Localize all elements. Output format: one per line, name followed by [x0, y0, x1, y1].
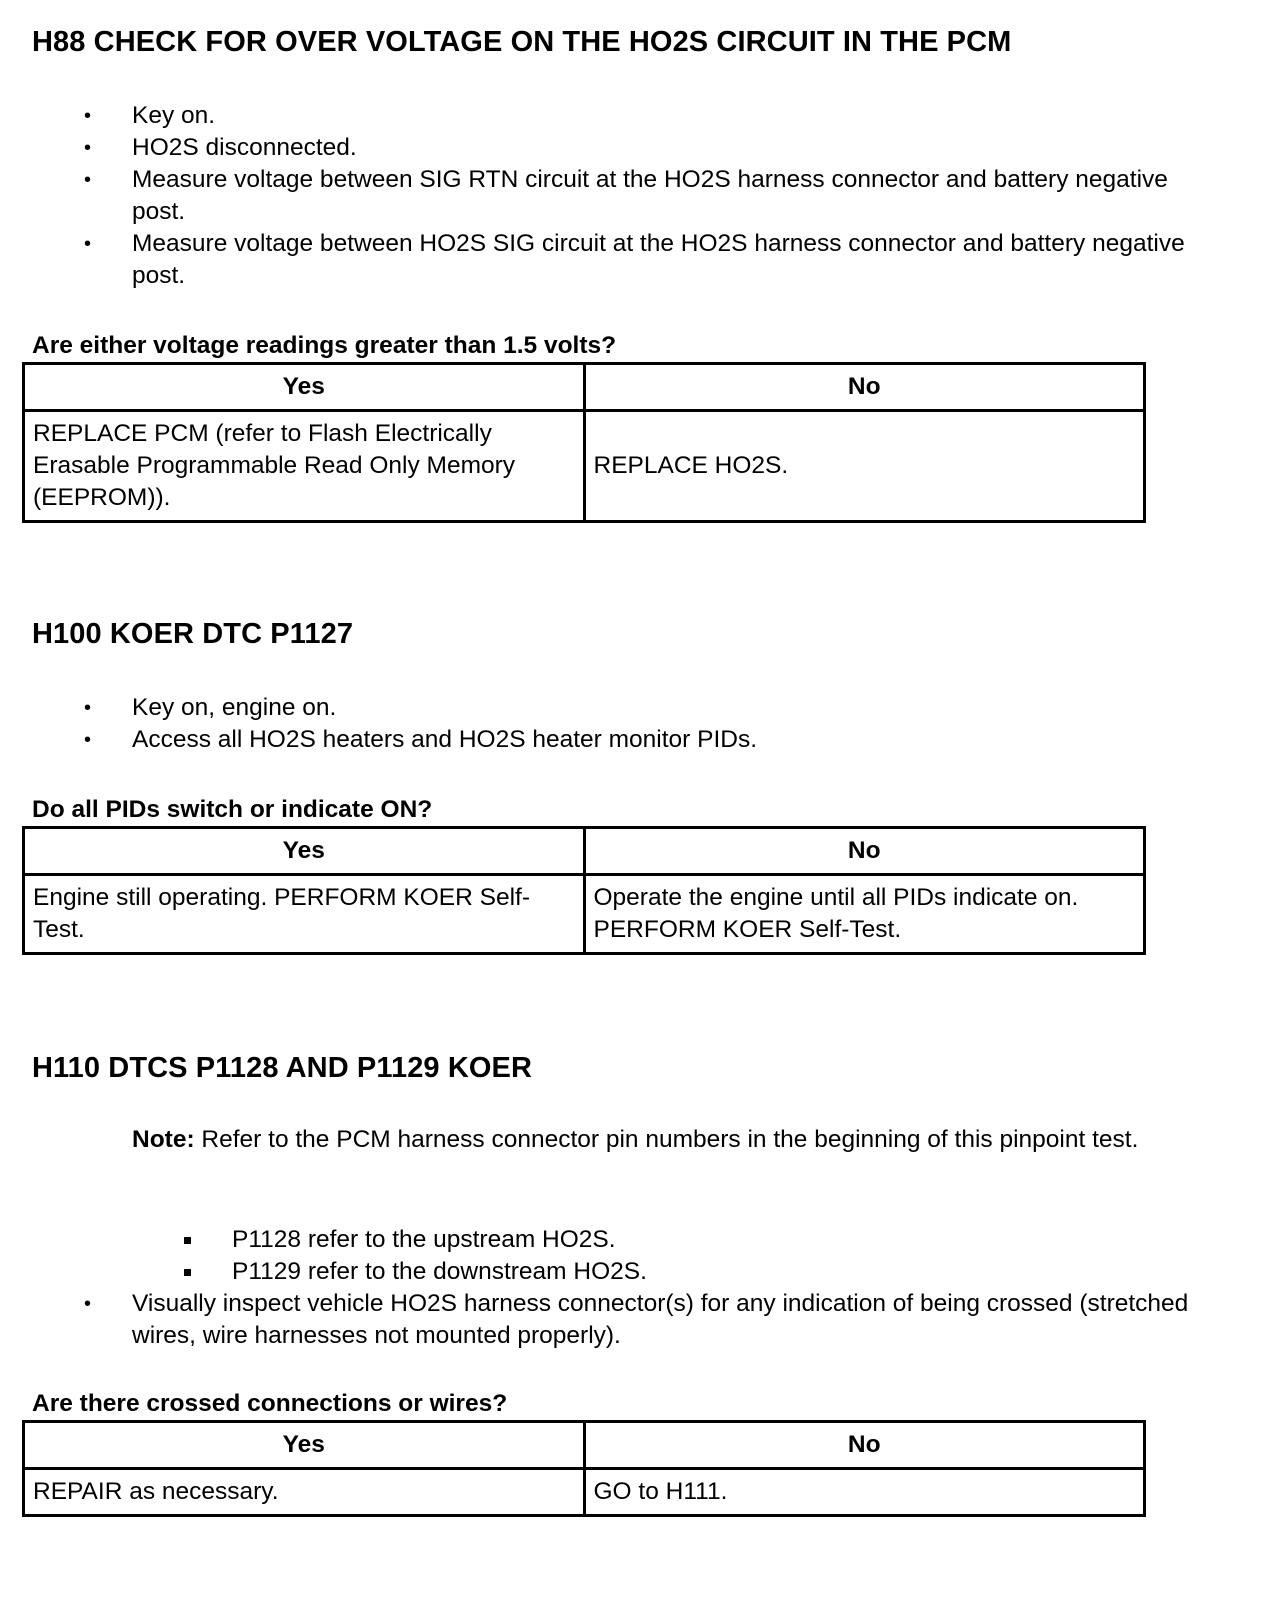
list-item: • Visually inspect vehicle HO2S harness connector(s) for any indication of being crossed (stretched wires, wire harnesses not mounted properly). — [84, 1290, 1189, 1349]
bullet-icon: • — [84, 105, 92, 127]
sub-list-container — [0, 1224, 1264, 1288]
list-item: • Measure voltage between SIG RTN circuit at the HO2S harness connector and battery negative post. — [84, 166, 1168, 225]
list-item: P1128 refer to the upstream HO2S. — [0, 1224, 1224, 1256]
bullet-icon: • — [84, 1293, 92, 1315]
list-item: • Key on, engine on. — [0, 692, 1264, 724]
bullet-icon: • — [84, 697, 92, 719]
h88-step-list — [0, 100, 1264, 292]
bullet-icon: • — [84, 729, 92, 751]
note-label: Note: — [132, 1126, 195, 1153]
no-action: GO to H111. — [584, 1469, 1145, 1516]
yes-action: REPLACE PCM (refer to Flash Electrically Erasable Programmable Read Only Memory (EEPROM)). — [24, 411, 585, 522]
no-action: REPLACE HO2S. — [584, 411, 1145, 522]
list-item: P1129 refer to the downstream HO2S. — [0, 1256, 1224, 1288]
yes-header: Yes — [24, 828, 585, 875]
h110-sub-list — [0, 1224, 1224, 1288]
yes-action: REPAIR as necessary. — [24, 1469, 585, 1516]
h100-step-list — [0, 692, 1264, 756]
h110-decision-table — [22, 1420, 1146, 1517]
h88-decision-table — [22, 362, 1146, 523]
bullet-icon: • — [84, 137, 92, 159]
list-item: • Key on. — [0, 100, 1264, 132]
h100-decision-table — [22, 826, 1146, 955]
yes-header: Yes — [24, 1422, 585, 1469]
square-bullet-icon — [184, 1269, 191, 1276]
no-header: No — [584, 828, 1145, 875]
no-action: Operate the engine until all PIDs indicate on. PERFORM KOER Self-Test. — [584, 875, 1145, 954]
list-item: • Measure voltage between HO2S SIG circuit at the HO2S harness connector and battery negative post. — [84, 230, 1185, 289]
h100-question: Do all PIDs switch or indicate ON? — [32, 796, 433, 823]
list-item: • Access all HO2S heaters and HO2S heater monitor PIDs. — [0, 724, 1264, 756]
section-title-h110: H110 DTCS P1128 AND P1129 KOER — [32, 1052, 533, 1084]
section-title-h88: H88 CHECK FOR OVER VOLTAGE ON THE HO2S CIRCUIT IN THE PCM — [32, 26, 1012, 58]
no-header: No — [584, 364, 1145, 411]
yes-header: Yes — [24, 364, 585, 411]
square-bullet-icon — [184, 1237, 191, 1244]
h88-question: Are either voltage readings greater than 1.5 volts? — [32, 332, 617, 359]
no-header: No — [584, 1422, 1145, 1469]
h110-step-list — [0, 1224, 1264, 1352]
bullet-icon: • — [84, 233, 92, 255]
bullet-icon: • — [84, 169, 92, 191]
list-item: • HO2S disconnected. — [0, 132, 1264, 164]
yes-action: Engine still operating. PERFORM KOER Self-Test. — [24, 875, 585, 954]
h110-question: Are there crossed connections or wires? — [32, 1390, 508, 1417]
note-paragraph — [132, 1124, 1232, 1156]
section-title-h100: H100 KOER DTC P1127 — [32, 618, 354, 650]
note-text: Refer to the PCM harness connector pin numbers in the beginning of this pinpoint test. — [201, 1126, 1139, 1153]
